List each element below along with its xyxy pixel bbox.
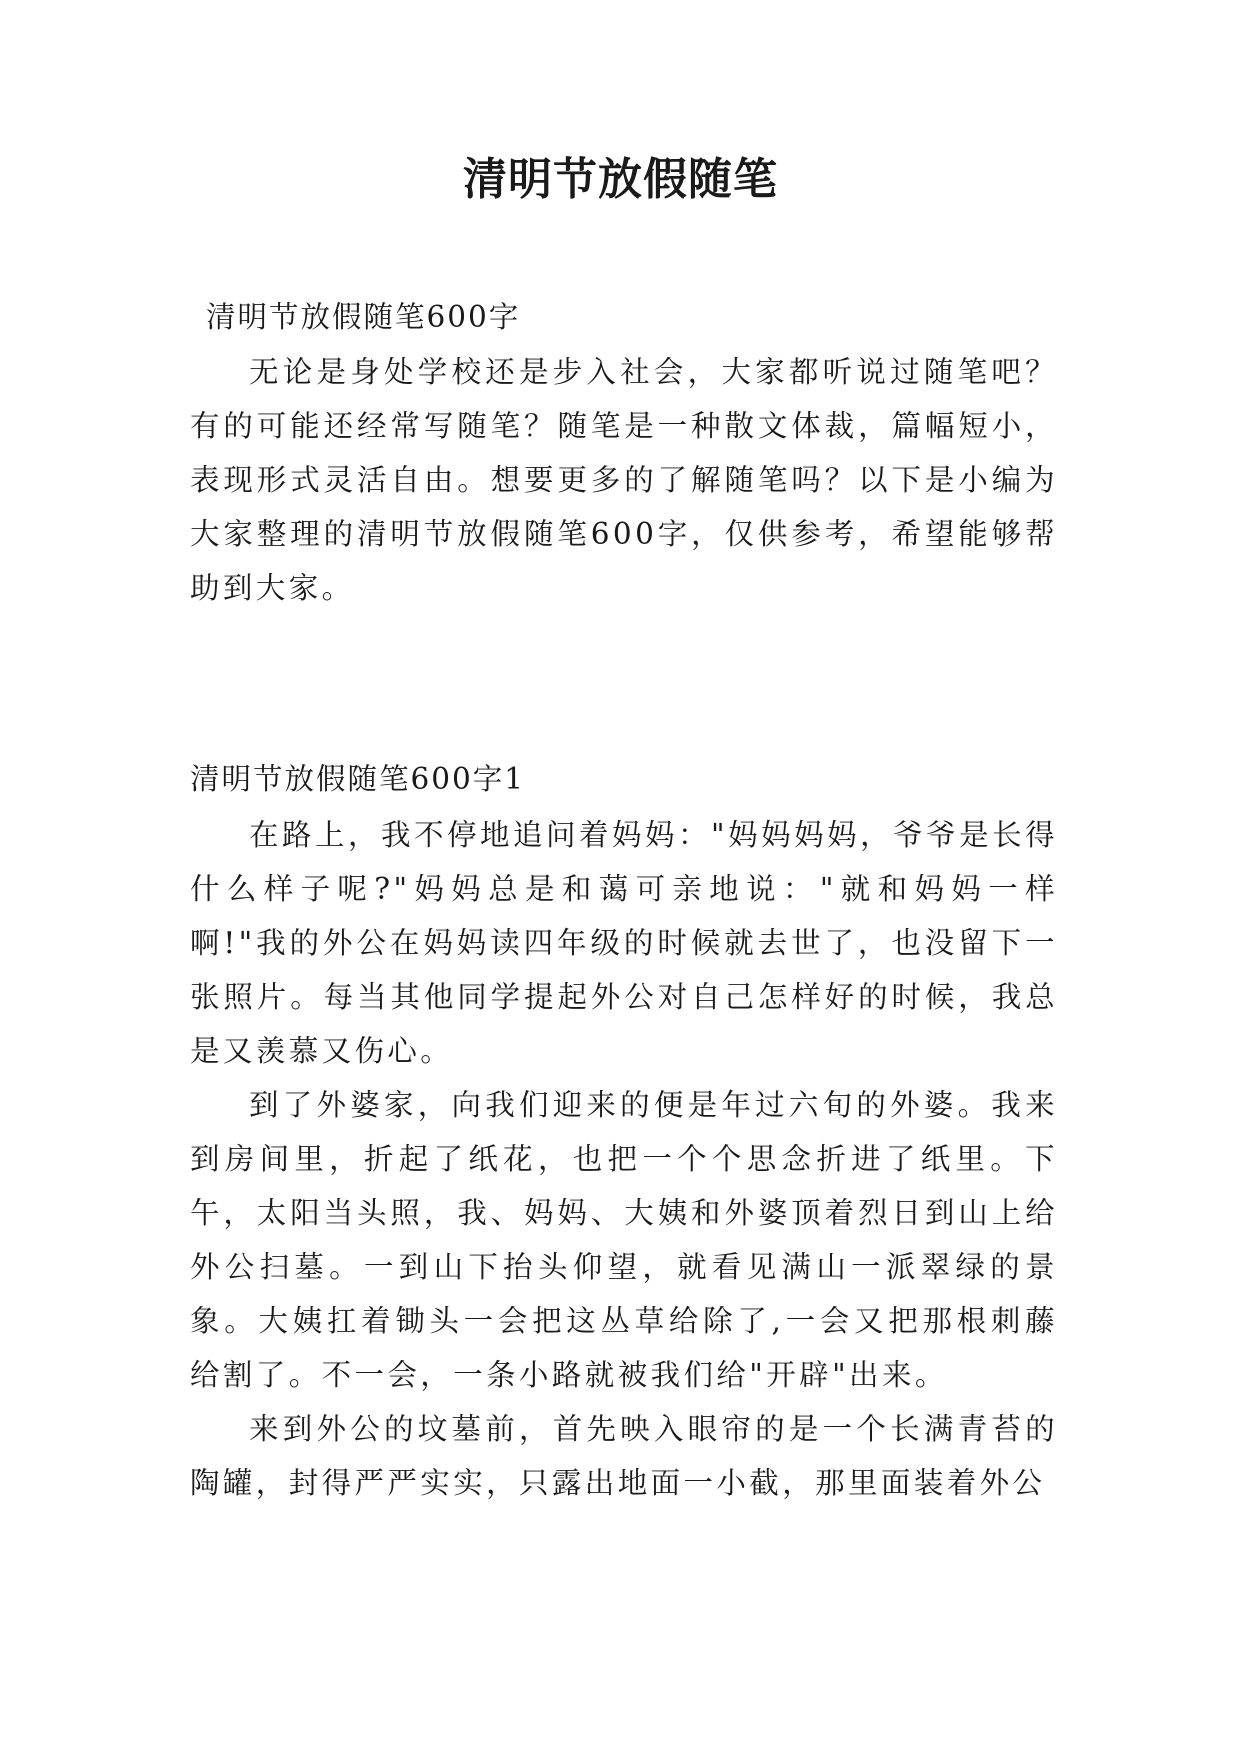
body-paragraph: 在路上，我不停地追问着妈妈："妈妈妈妈，爷爷是长得什么样子呢?"妈妈总是和蔼可亲地说："就和妈妈一样啊!"我的外公在妈妈读四年级的时候就去世了，也没留下一张照片。每当其他同学提起外公对自己怎样好的时候，我总是又羡慕又伤心。 [190,818,1058,1068]
intro-paragraph: 无论是身处学校还是步入社会，大家都听说过随笔吧？有的可能还经常写随笔？随笔是一种散文体裁，篇幅短小，表现形式灵活自由。想要更多的了解随笔吗？以下是小编为大家整理的清明节放假随笔600字，仅供参考，希望能够帮助到大家。 [190,355,1058,605]
document-title: 清明节放假随笔 [463,154,778,205]
section-heading: 清明节放假随笔600字1 [190,762,526,796]
section-body [190,808,1058,1510]
intro-block [190,345,1058,615]
body-paragraph: 到了外婆家，向我们迎来的便是年过六旬的外婆。我来到房间里，折起了纸花，也把一个个思念折进了纸里。下午，太阳当头照，我、妈妈、大姨和外婆顶着烈日到山上给外公扫墓。一到山下抬头仰望，就看见满山一派翠绿的景象。大姨扛着锄头一会把这丛草给除了,一会又把那根刺藤给割了。不一会，一条小路就被我们给"开辟"出来。 [190,1088,1058,1392]
body-paragraph: 来到外公的坟墓前，首先映入眼帘的是一个长满青苔的陶罐，封得严严实实，只露出地面一小截，那里面装着外公 [190,1412,1058,1500]
document-subtitle: 清明节放假随笔600字 [206,300,521,334]
